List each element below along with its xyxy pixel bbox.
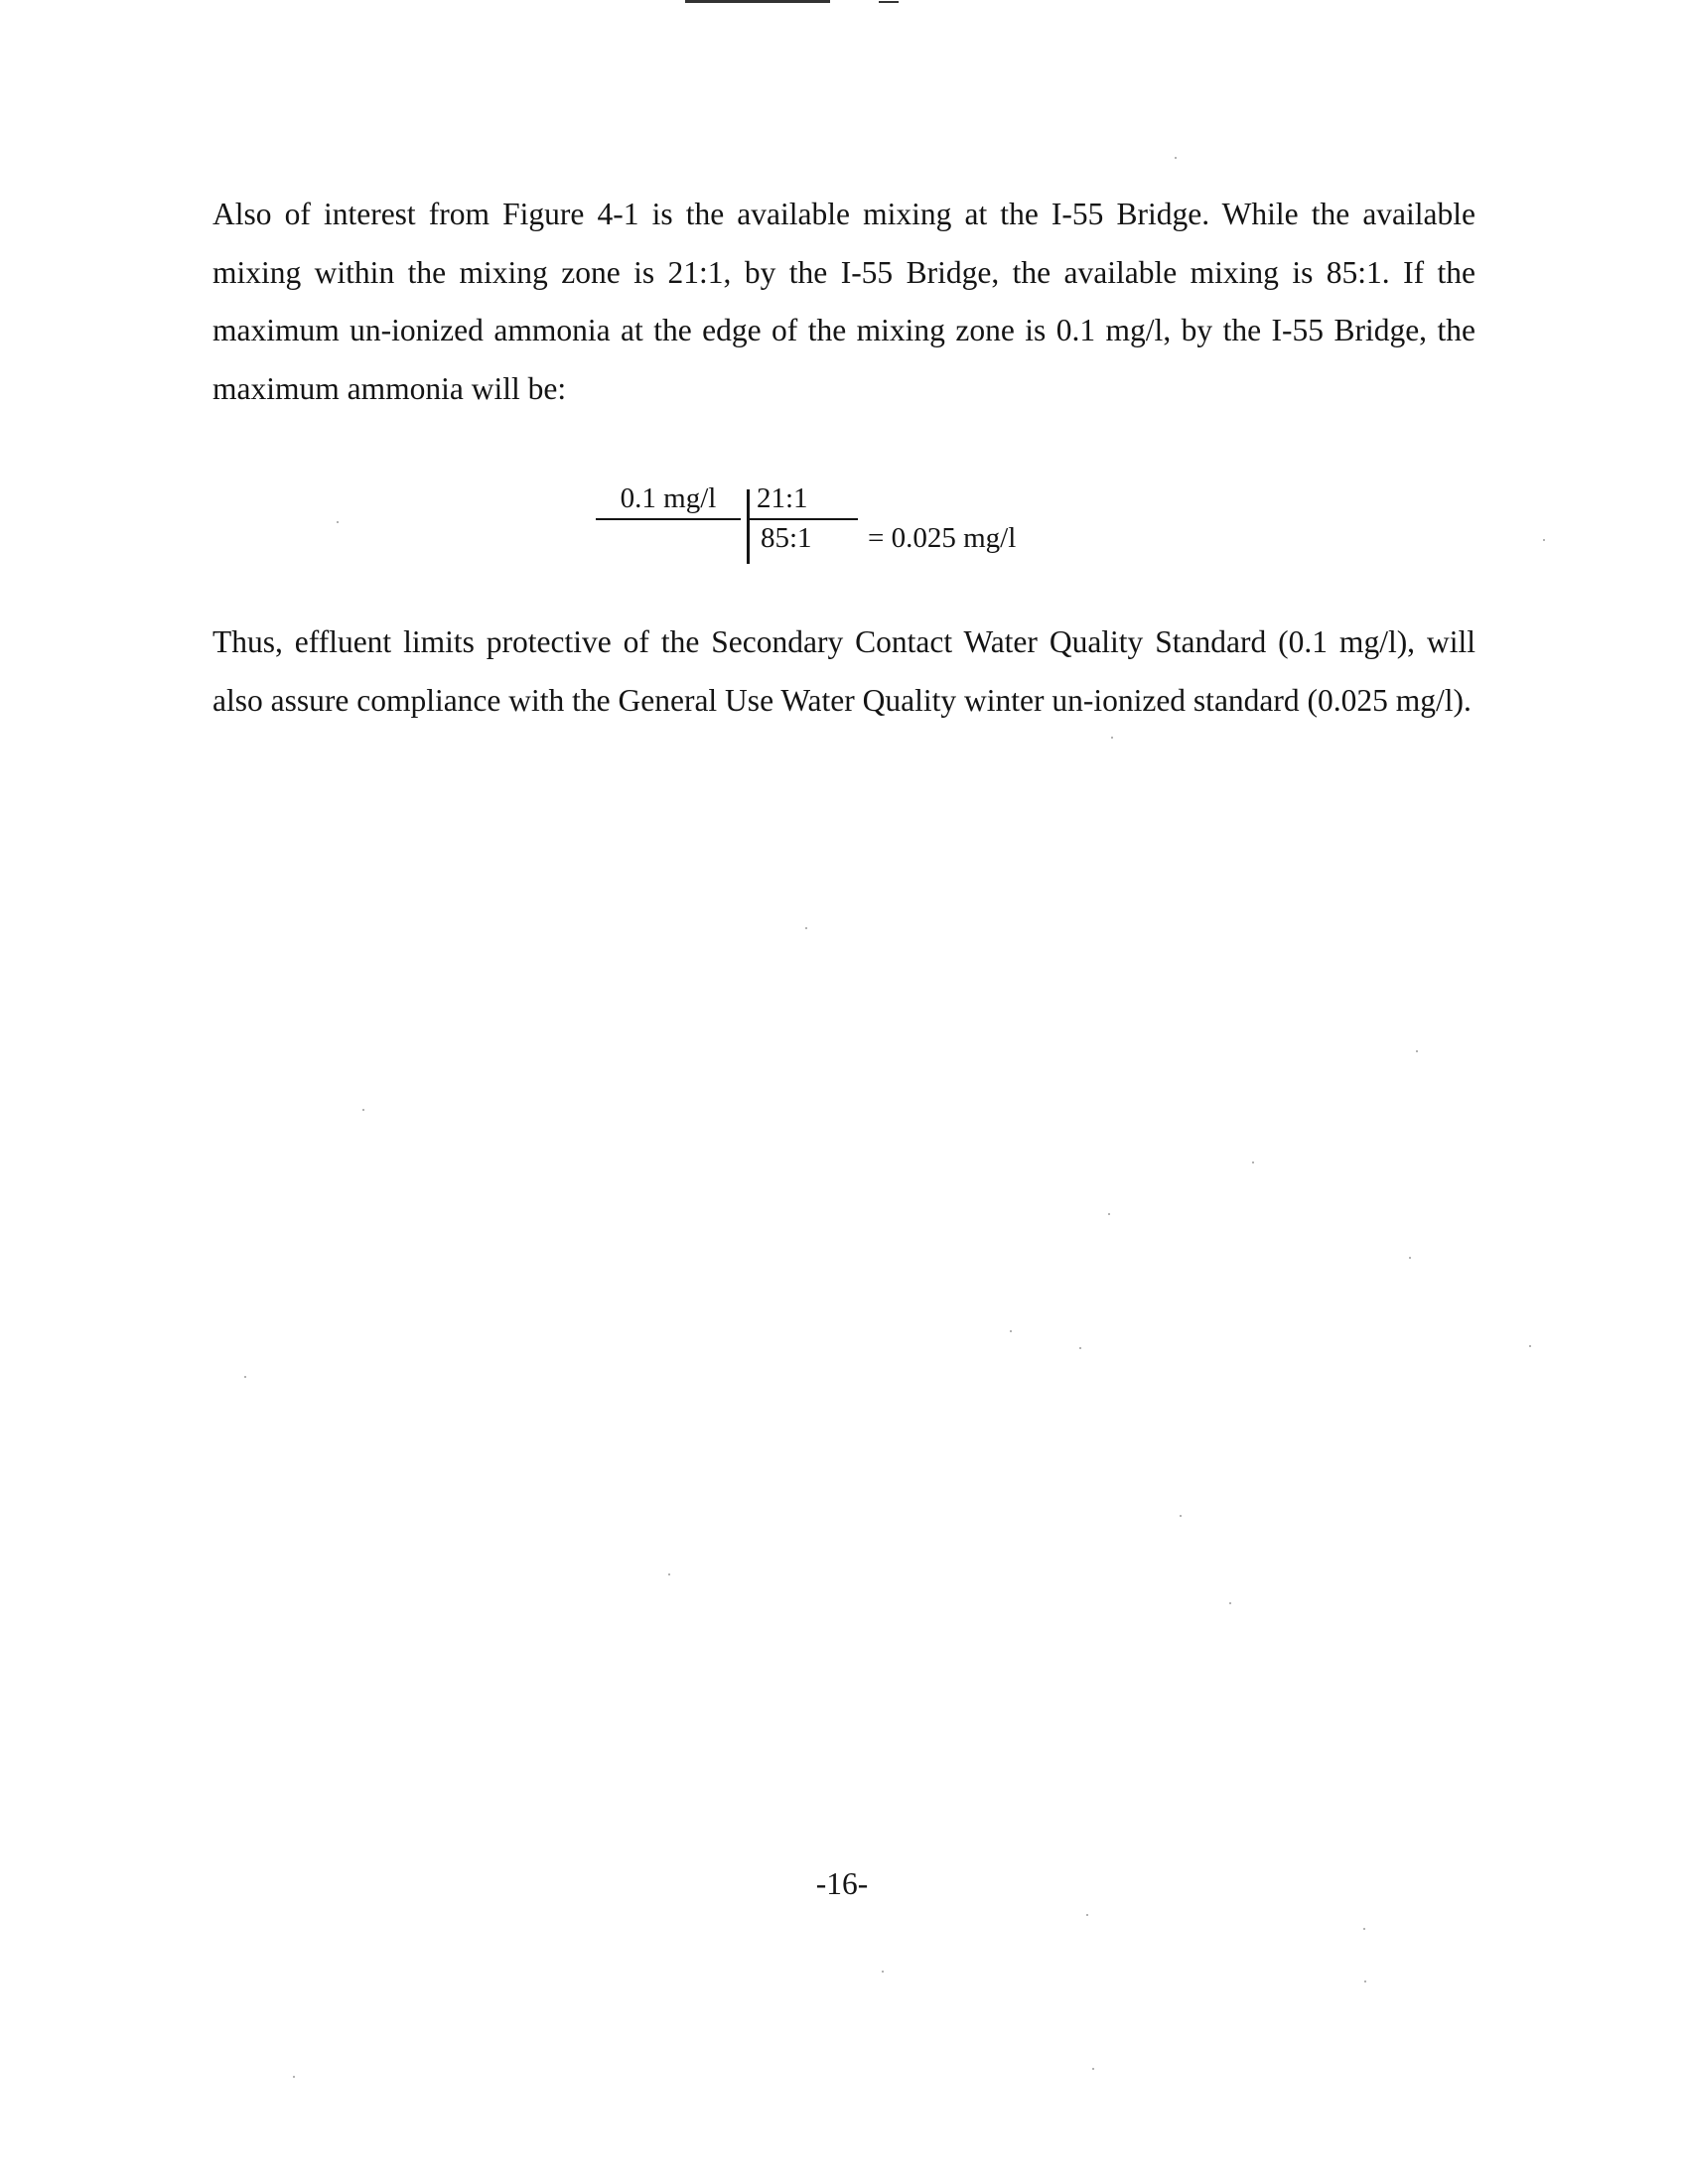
scan-speck: [1086, 1914, 1088, 1916]
scan-speck: [293, 2076, 295, 2078]
scan-speck: [805, 927, 807, 929]
scan-speck: [1529, 1345, 1531, 1347]
scan-speck: [1180, 1515, 1182, 1517]
scan-speck: [337, 521, 339, 523]
scan-speck: [1108, 1213, 1110, 1215]
text-line: maximum ammonia will be:: [212, 370, 567, 406]
text-line: Thus, effluent limits protective of the Secondary Contact Water Quality Standard (0.1 mg/l), will: [212, 624, 1475, 659]
top-edge-mark: [879, 1, 899, 3]
scan-speck: [1363, 1928, 1365, 1930]
text-line: Also of interest from Figure 4-1 is the available mixing at the I-55 Bridge. While the available: [212, 197, 1475, 231]
scan-speck: [668, 1573, 670, 1575]
scan-speck: [1079, 1347, 1081, 1349]
scan-speck: [1364, 1980, 1366, 1982]
paragraph-mixing-intro: [212, 186, 1475, 418]
equation-ratio-top: 21:1: [757, 482, 808, 514]
scan-speck: [1409, 1257, 1411, 1259]
equation-ratio-bottom: 85:1: [761, 522, 812, 554]
top-edge-mark: [685, 0, 830, 3]
page-number: -16-: [815, 1866, 869, 1901]
scan-speck: [1543, 539, 1545, 541]
text-line: mixing within the mixing zone is 21:1, by the I-55 Bridge, the available mixing is 85:1. If the: [212, 254, 1475, 290]
equation-numerator: 0.1 mg/l: [620, 482, 717, 514]
text-line: maximum un-ionized ammonia at the edge of the mixing zone is 0.1 mg/l, by the I-55 Bridge, the: [212, 313, 1475, 347]
scan-speck: [1010, 1330, 1012, 1332]
scan-speck: [882, 1971, 884, 1973]
scan-speck: [1252, 1161, 1254, 1163]
text-line: also assure compliance with the General Use Water Quality winter un-ionized standard (0.025 mg/l).: [212, 682, 1472, 718]
ammonia-dilution-equation: [596, 477, 1152, 576]
fraction-rule: [749, 518, 858, 520]
fraction-rule: [596, 518, 741, 520]
scan-speck: [1229, 1602, 1231, 1604]
scan-speck: [1416, 1050, 1418, 1052]
scan-speck: [244, 1376, 246, 1378]
scan-speck: [1175, 157, 1177, 159]
scan-speck: [362, 1109, 364, 1111]
scan-speck: [1092, 2068, 1094, 2070]
paragraph-conclusion: [212, 614, 1475, 730]
equation-result: = 0.025 mg/l: [868, 522, 1017, 554]
fraction-divider: [747, 489, 750, 564]
scan-speck: [1111, 737, 1113, 739]
